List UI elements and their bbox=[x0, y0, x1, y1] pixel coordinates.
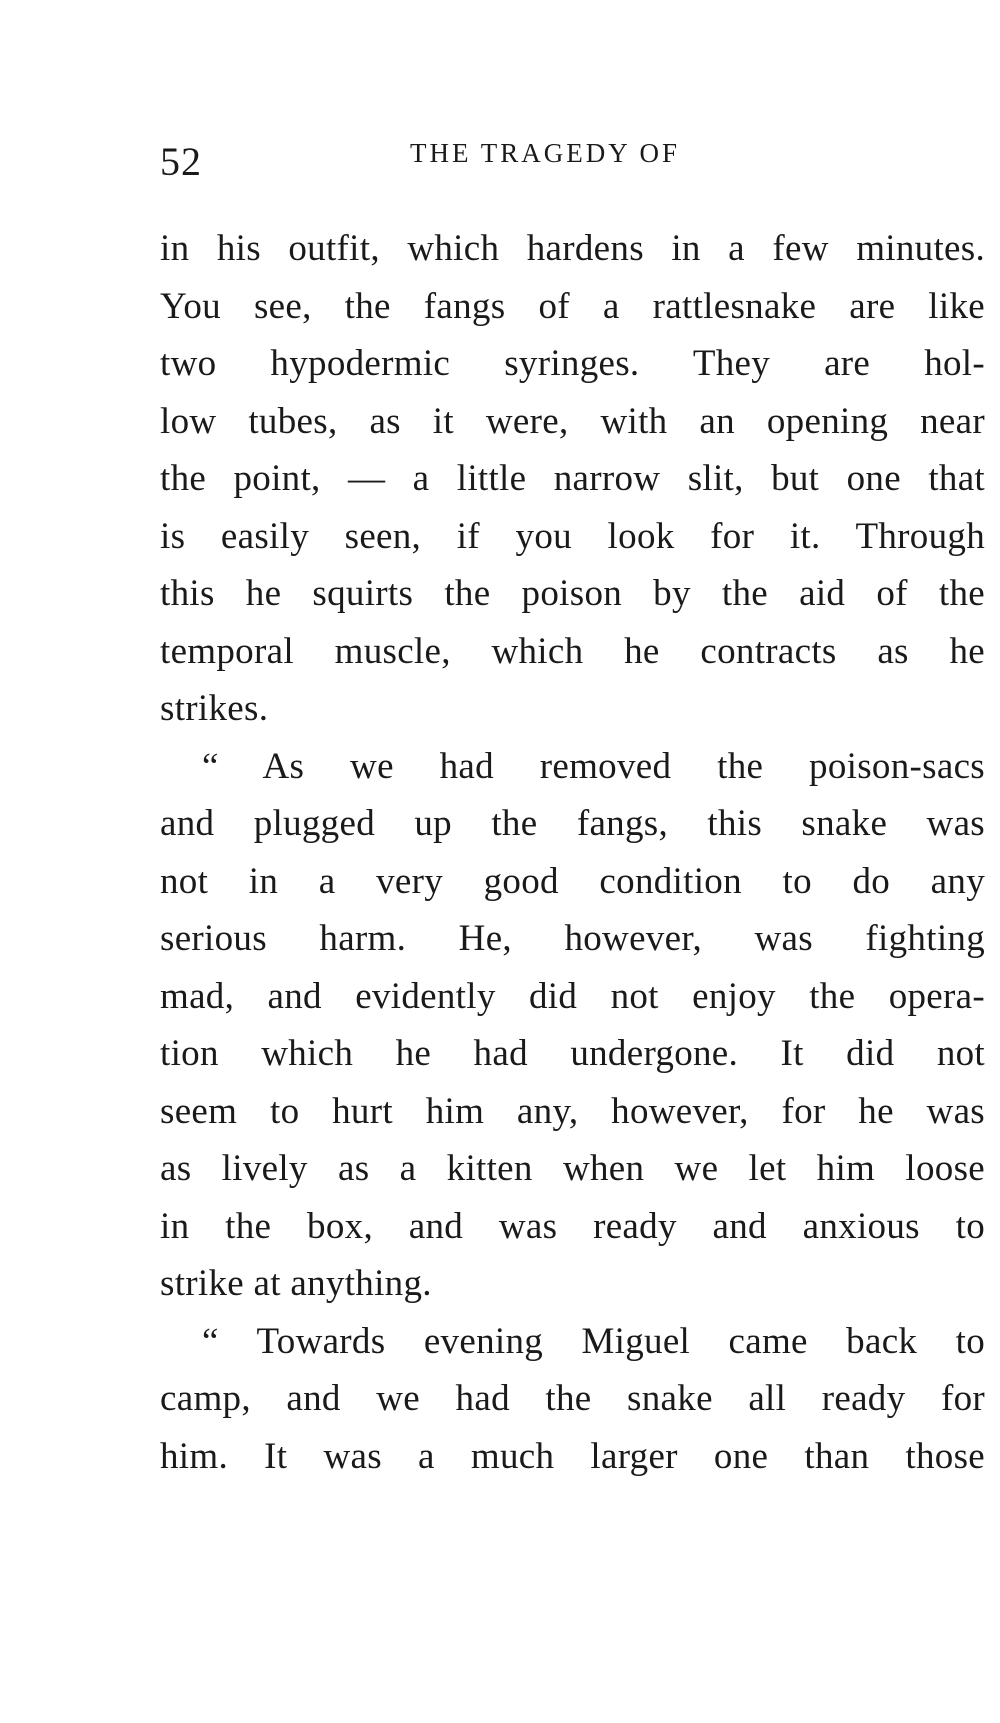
running-head bbox=[160, 132, 985, 182]
text-line: strikes. bbox=[160, 688, 269, 729]
text-line: “ Towards evening Miguel came back to bbox=[202, 1320, 985, 1362]
paragraph bbox=[160, 1313, 985, 1486]
text-line: in his outfit, which hardens in a few minutes. bbox=[160, 228, 985, 269]
text-line: You see, the fangs of a rattlesnake are like bbox=[160, 285, 985, 327]
running-title: THE TRAGEDY OF bbox=[410, 138, 680, 168]
text-body bbox=[160, 220, 985, 1485]
text-line: mad, and evidently did not enjoy the opera- bbox=[160, 975, 985, 1017]
text-line: not in a very good condition to do any bbox=[160, 860, 985, 902]
text-line: the point, — a little narrow slit, but one that bbox=[160, 458, 985, 499]
paragraph bbox=[160, 738, 985, 1313]
text-line: is easily seen, if you look for it. Through bbox=[160, 515, 985, 557]
text-line: serious harm. He, however, was fighting bbox=[160, 918, 985, 959]
text-line: two hypodermic syringes. They are hol- bbox=[160, 343, 985, 384]
text-line: low tubes, as it were, with an opening near bbox=[160, 400, 985, 442]
text-line: in the box, and was ready and anxious to bbox=[160, 1205, 985, 1247]
paragraph bbox=[160, 220, 985, 738]
text-line: him. It was a much larger one than those bbox=[160, 1435, 985, 1477]
page-number: 52 bbox=[160, 139, 202, 184]
text-line: camp, and we had the snake all ready for bbox=[160, 1378, 985, 1419]
text-line: as lively as a kitten when we let him loose bbox=[160, 1148, 985, 1189]
text-line: and plugged up the fangs, this snake was bbox=[160, 803, 985, 844]
text-line: seem to hurt him any, however, for he was bbox=[160, 1090, 985, 1132]
text-line: strike at anything. bbox=[160, 1263, 432, 1304]
text-line: “ As we had removed the poison-sacs bbox=[202, 745, 985, 787]
text-line: tion which he had undergone. It did not bbox=[160, 1033, 985, 1074]
text-line: temporal muscle, which he contracts as he bbox=[160, 630, 985, 672]
text-line: this he squirts the poison by the aid of the bbox=[160, 573, 985, 614]
